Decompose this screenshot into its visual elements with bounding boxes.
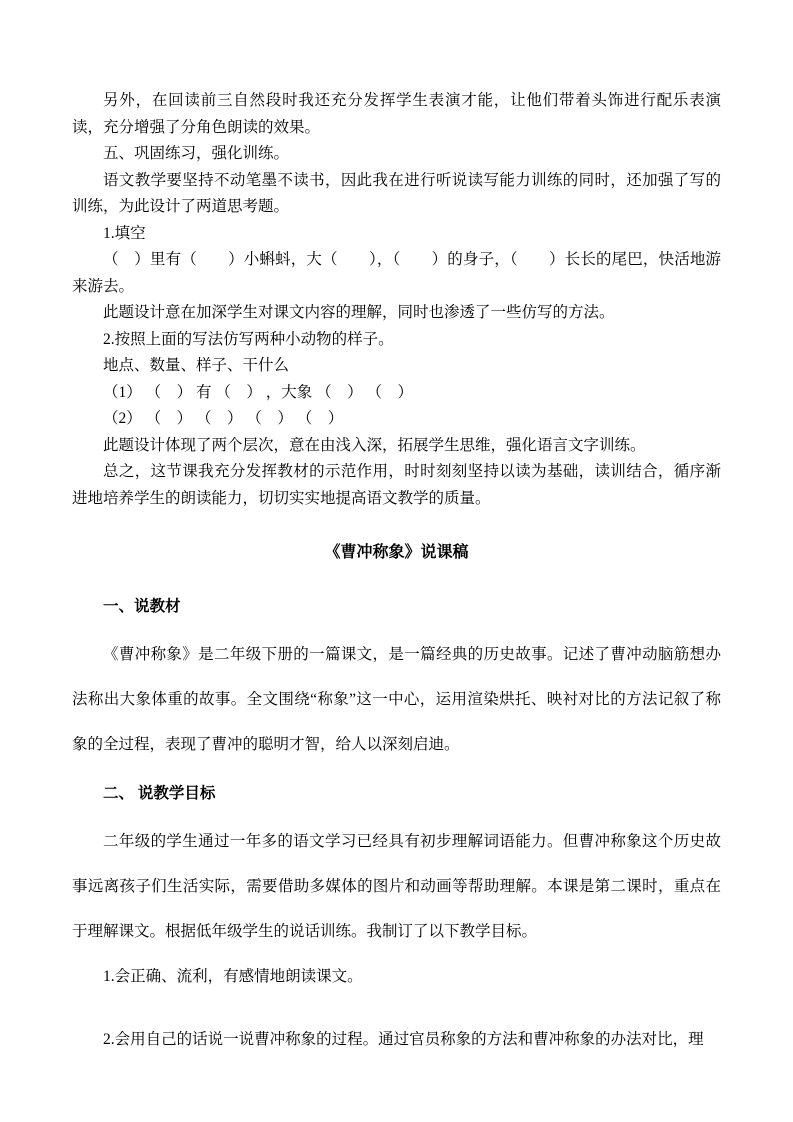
paragraph-writing-training: 语文教学要坚持不动笔墨不读书，因此我在进行听说读写能力训练的同时，还加强了写的训练，为此设计了两道思考题。 — [72, 171, 721, 215]
section-heading-teaching-goals: 二、 说教学目标 — [103, 785, 216, 802]
page-title: 《曹冲称象》说课稿 — [324, 544, 469, 561]
paragraph-performance-reading: 另外，在回读前三自然段时我还充分发挥学生表演才能，让他们带着头饰进行配乐表演读，充分增强了分角色朗读的效果。 — [72, 92, 721, 136]
paragraph-teaching-goals-intro: 二年级的学生通过一年多的语文学习已经具有初步理解词语能力。但曹冲称象这个历史故事远离孩子们生活实际，需要借助多媒体的图片和动画等帮助理解。本课是第二课时，重点在于理解课文。根据低年级学生的说话训练。我制订了以下教学目标。 — [72, 833, 721, 940]
paragraph-fill-blank-exercise: （ ）里有（ ）小蝌蚪，大（ ），（ ）的身子，（ ）长长的尾巴，快活地游来游去。 — [72, 251, 721, 295]
lecture-notes-block — [72, 592, 721, 1062]
paragraph-goal-2: 2.会用自己的话说一说曹冲称象的过程。通过官员称象的方法和曹冲称象的办法对比，理 — [103, 1031, 704, 1048]
paragraph-conclusion: 总之，这节课我充分发挥教材的示范作用，时时刻刻坚持以读为基础，读训结合，循序渐进地培养学生的朗读能力，切切实实地提高语文教学的质量。 — [72, 463, 721, 507]
paragraph-imitation-exercise: 2.按照上面的写法仿写两种小动物的样子。 — [103, 330, 394, 348]
paragraph-section5-heading: 五、巩固练习，强化训练。 — [103, 145, 290, 162]
paragraph-imitation-hints: 地点、数量、样子、干什么 — [103, 357, 290, 374]
paragraph-blank-line-1: （1） （ ） 有 （ ） ，大象 （ ） （ ） — [103, 383, 414, 401]
section-heading-teaching-material: 一、说教材 — [103, 598, 181, 615]
lesson-summary-block — [72, 88, 721, 512]
paragraph-teaching-material: 《曹冲称象》是二年级下册的一篇课文，是一篇经典的历史故事。记述了曹冲动脑筋想办法称出大象体重的故事。全文围绕“称象”这一中心，运用渲染烘托、映衬对比的方法记叙了称象的全过程，表现了曹冲的聪明才智，给人以深刻启迪。 — [72, 646, 721, 753]
paragraph-exercise2-purpose: 此题设计体现了两个层次，意在由浅入深，拓展学生思维，强化语言文字训练。 — [103, 436, 646, 454]
paragraph-goal-1: 1.会正确、流利，有感情地朗读课文。 — [103, 968, 363, 985]
paragraph-fill-blank-label: 1.填空 — [103, 224, 146, 242]
paragraph-blank-line-2: （2） （ ） （ ） （ ） （ ） — [103, 410, 344, 427]
paragraph-exercise1-purpose: 此题设计意在加深学生对课文内容的理解，同时也渗透了一些仿写的方法。 — [103, 304, 615, 321]
